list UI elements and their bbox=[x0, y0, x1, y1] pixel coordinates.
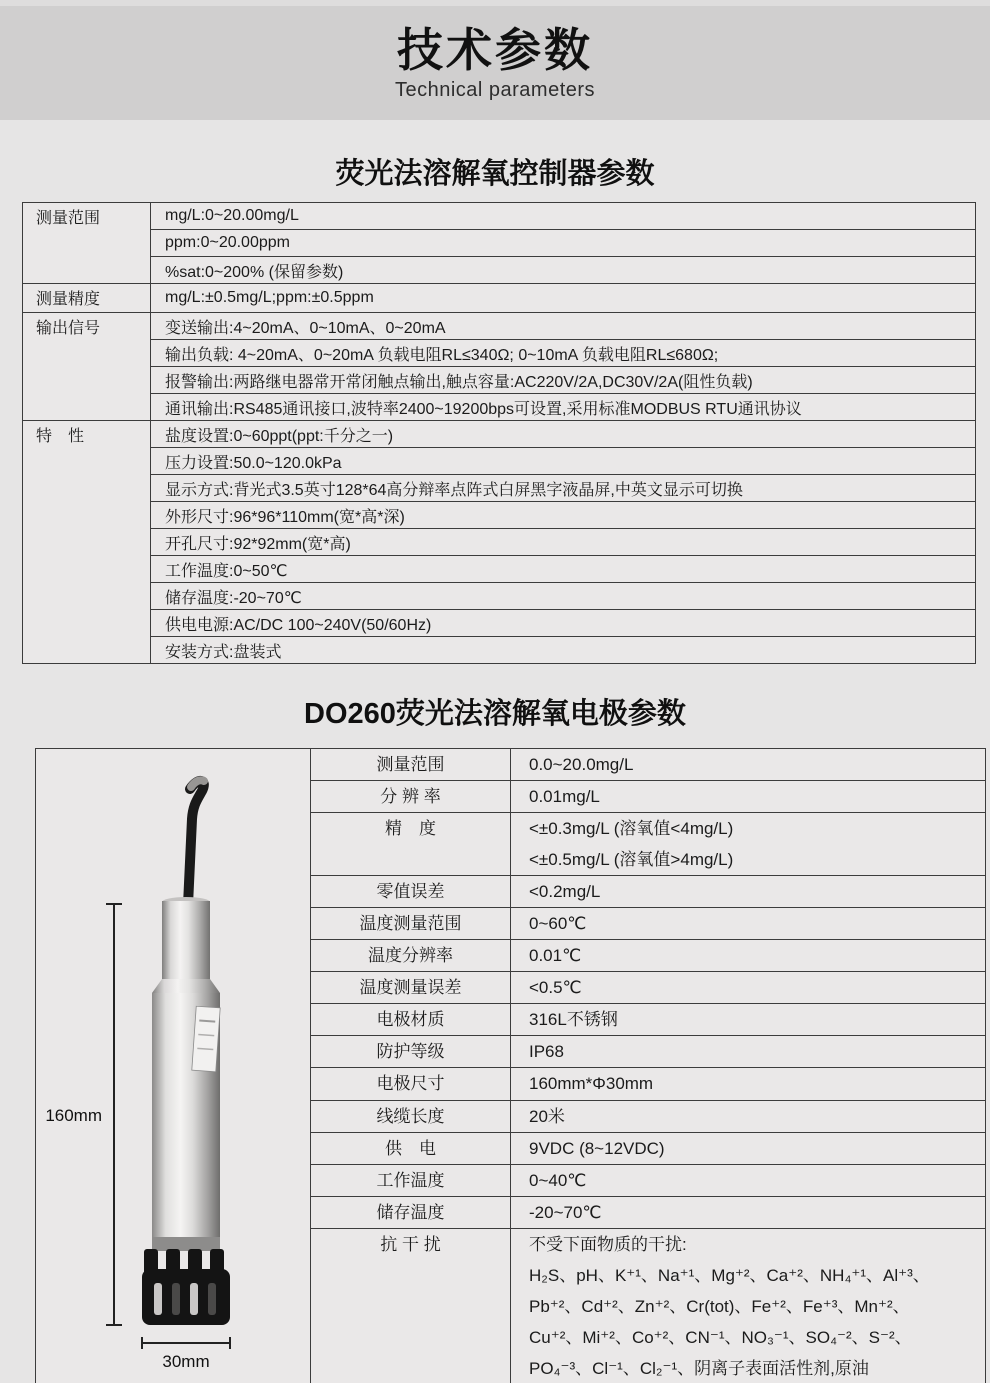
table-row bbox=[23, 313, 976, 340]
table-row bbox=[23, 203, 976, 230]
param-value: 9VDC (8~12VDC) bbox=[511, 1132, 986, 1164]
probe-cable bbox=[188, 780, 204, 905]
table-row bbox=[23, 475, 976, 502]
param-value: <0.2mg/L bbox=[511, 876, 986, 908]
dimension-width-label: 30mm bbox=[162, 1352, 210, 1371]
param-group-label: 测量精度 bbox=[23, 284, 151, 313]
electrode-section-title: DO260荧光法溶解氧电极参数 bbox=[304, 698, 686, 730]
param-label: 线缆长度 bbox=[311, 1100, 511, 1132]
param-value: 外形尺寸:96*96*110mm(宽*高*深) bbox=[151, 502, 976, 529]
param-value: IP68 bbox=[511, 1036, 986, 1068]
param-value: 储存温度:-20~70℃ bbox=[151, 583, 976, 610]
param-value: %sat:0~200% (保留参数) bbox=[151, 257, 976, 284]
param-group-label: 测量范围 bbox=[23, 203, 151, 284]
param-value: 0.0~20.0mg/L bbox=[511, 749, 986, 781]
param-label: 温度测量误差 bbox=[311, 972, 511, 1004]
table-row bbox=[23, 637, 976, 664]
electrode-photo bbox=[36, 749, 311, 1383]
table-row bbox=[36, 749, 986, 781]
param-value: 变送输出:4~20mA、0~10mA、0~20mA bbox=[151, 313, 976, 340]
param-value-line: Cu⁺²、Mi⁺²、Co⁺²、CN⁻¹、NO₃⁻¹、SO₄⁻²、S⁻²、 bbox=[529, 1327, 912, 1347]
table-row bbox=[23, 230, 976, 257]
param-value: 通讯输出:RS485通讯接口,波特率2400~19200bps可设置,采用标准MODBUS RTU通讯协议 bbox=[151, 394, 976, 421]
table-row bbox=[23, 556, 976, 583]
param-label: 电极材质 bbox=[311, 1004, 511, 1036]
page-subtitle: Technical parameters bbox=[394, 79, 596, 101]
param-group-label: 特 性 bbox=[23, 421, 151, 664]
param-value-line: Pb⁺²、Cd⁺²、Zn⁺²、Cr(tot)、Fe⁺²、Fe⁺³、Mn⁺²、 bbox=[529, 1296, 910, 1316]
table-row bbox=[23, 284, 976, 313]
table-row bbox=[23, 394, 976, 421]
param-label: 抗 干 扰 bbox=[311, 1228, 511, 1383]
param-value-line: H₂S、pH、K⁺¹、Na⁺¹、Mg⁺²、Ca⁺²、NH₄⁺¹、Al⁺³、 bbox=[529, 1265, 930, 1285]
param-value: 压力设置:50.0~120.0kPa bbox=[151, 448, 976, 475]
table-row bbox=[23, 529, 976, 556]
param-value: 开孔尺寸:92*92mm(宽*高) bbox=[151, 529, 976, 556]
param-label: 防护等级 bbox=[311, 1036, 511, 1068]
param-value: -20~70℃ bbox=[511, 1196, 986, 1228]
param-value: 0.01℃ bbox=[511, 940, 986, 972]
table-row bbox=[23, 257, 976, 284]
dimension-height-label: 160mm bbox=[45, 1106, 102, 1125]
controller-params-table bbox=[22, 202, 976, 664]
param-value: 0.01mg/L bbox=[511, 781, 986, 813]
controller-section-title: 荧光法溶解氧控制器参数 bbox=[335, 158, 655, 190]
param-label: 测量范围 bbox=[311, 749, 511, 781]
param-value: 0~60℃ bbox=[511, 908, 986, 940]
param-label: 零值误差 bbox=[311, 876, 511, 908]
param-value: <0.5℃ bbox=[511, 972, 986, 1004]
param-value bbox=[511, 1228, 986, 1383]
param-label: 分 辨 率 bbox=[311, 781, 511, 813]
param-value-line: PO₄⁻³、Cl⁻¹、Cl₂⁻¹、阴离子表面活性剂,原油 bbox=[529, 1358, 869, 1378]
param-value: 盐度设置:0~60ppt(ppt:千分之一) bbox=[151, 421, 976, 448]
param-value: mg/L:0~20.00mg/L bbox=[151, 203, 976, 230]
param-value: 20米 bbox=[511, 1100, 986, 1132]
param-label: 供 电 bbox=[311, 1132, 511, 1164]
param-label: 工作温度 bbox=[311, 1164, 511, 1196]
param-group-label: 输出信号 bbox=[23, 313, 151, 421]
dimension-height bbox=[106, 904, 122, 1325]
probe-body bbox=[152, 897, 220, 1251]
param-value: 供电电源:AC/DC 100~240V(50/60Hz) bbox=[151, 610, 976, 637]
param-value bbox=[511, 813, 986, 876]
probe-illustration bbox=[36, 749, 309, 1379]
table-row bbox=[23, 367, 976, 394]
param-value: ppm:0~20.00ppm bbox=[151, 230, 976, 257]
table-row bbox=[23, 610, 976, 637]
param-value: 0~40℃ bbox=[511, 1164, 986, 1196]
page-title: 技术参数 bbox=[397, 24, 593, 76]
table-row bbox=[23, 421, 976, 448]
dimension-width bbox=[142, 1337, 230, 1349]
param-label: 电极尺寸 bbox=[311, 1068, 511, 1100]
table-row bbox=[23, 502, 976, 529]
table-row bbox=[23, 448, 976, 475]
param-value: 报警输出:两路继电器常开常闭触点输出,触点容量:AC220V/2A,DC30V/2A(阻性负载) bbox=[151, 367, 976, 394]
param-value-line: <±0.3mg/L (溶氧值<4mg/L) bbox=[529, 819, 734, 839]
param-value: mg/L:±0.5mg/L;ppm:±0.5ppm bbox=[151, 284, 976, 313]
param-value: 输出负载: 4~20mA、0~20mA 负载电阻RL≤340Ω; 0~10mA 负载电阻RL≤680Ω; bbox=[151, 340, 976, 367]
param-value-line: <±0.5mg/L (溶氧值>4mg/L) bbox=[529, 850, 734, 870]
param-value: 显示方式:背光式3.5英寸128*64高分辩率点阵式白屏黑字液晶屏,中英文显示可切换 bbox=[151, 475, 976, 502]
param-label: 温度测量范围 bbox=[311, 908, 511, 940]
probe-cap bbox=[142, 1249, 230, 1325]
param-value: 工作温度:0~50℃ bbox=[151, 556, 976, 583]
param-value: 316L不锈钢 bbox=[511, 1004, 986, 1036]
param-label: 精 度 bbox=[311, 813, 511, 876]
param-value-line: 不受下面物质的干扰: bbox=[529, 1234, 687, 1254]
table-row bbox=[23, 340, 976, 367]
param-label: 温度分辨率 bbox=[311, 940, 511, 972]
param-value: 安装方式:盘装式 bbox=[151, 637, 976, 664]
param-value: 160mm*Φ30mm bbox=[511, 1068, 986, 1100]
table-row bbox=[23, 583, 976, 610]
electrode-params-table bbox=[35, 748, 986, 1383]
probe-label-sticker bbox=[192, 1006, 220, 1072]
param-label: 储存温度 bbox=[311, 1196, 511, 1228]
header-banner bbox=[0, 6, 990, 120]
